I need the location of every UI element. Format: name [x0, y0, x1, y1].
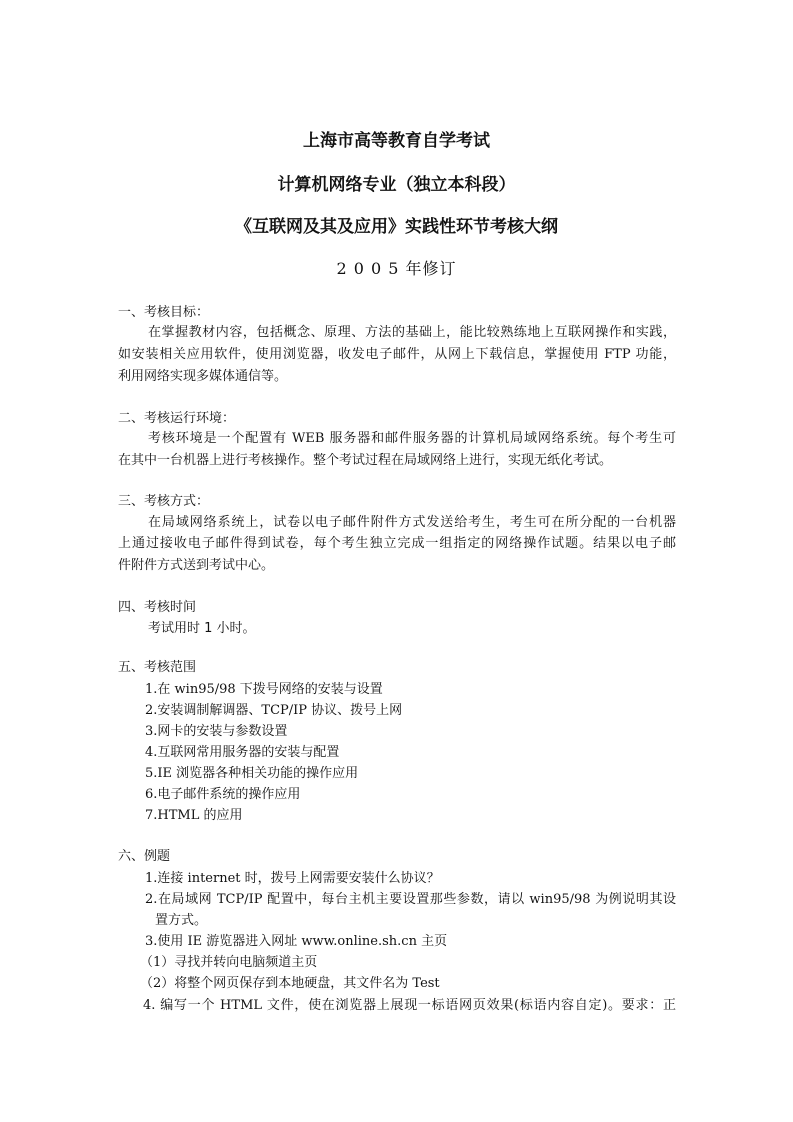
sub-item: （2）将整个网页保存到本地硬盘，其文件名为 Test — [140, 976, 440, 991]
section-heading: 五、考核范围 — [118, 660, 197, 675]
section-heading: 四、考核时间 — [118, 600, 197, 615]
paragraph-line: 在局域网络系统上，试卷以电子邮件附件方式发送给考生，考生可在所分配的一台机器 — [148, 515, 676, 530]
list-item: 1.连接 internet 时，拨号上网需要安装什么协议？ — [145, 871, 440, 886]
paragraph-line: 考试用时 1 小时。 — [148, 621, 256, 636]
text: ，每个考生独立完成一组指定的网络操作试题。 — [299, 536, 594, 551]
section-heading: 二、考核运行环境： — [118, 411, 236, 426]
list-item: 4. 编写一个 HTML 文件，使在浏览器上展现一标语网页效果(标语内容自定)。要求：正 — [143, 998, 676, 1013]
doc-course-title: 《互联网及其及应用》实践性环节考核大纲 — [235, 217, 558, 237]
paragraph-line: 考核环境是一个配置有 WEB 服务器和邮件服务器的计算机局域网络系统。每个考生可 — [148, 431, 676, 446]
list-item: 5.IE 浏览器各种相关功能的操作应用 — [145, 766, 359, 781]
emphasis: 上通过接收电子邮件得到试卷 — [118, 536, 300, 551]
section-heading: 一、考核目标： — [118, 305, 210, 320]
list-item: 2.在局域网 TCP/IP 配置中，每台主机主要设置那些参数，请以 win95/98 为例说明其设 — [145, 892, 676, 907]
list-item: 4.互联网常用服务器的安装与配置 — [145, 745, 340, 760]
revision-year: 2 0 0 5 年修订 — [336, 259, 457, 278]
list-item: 6.电子邮件系统的操作应用 — [145, 787, 301, 802]
paragraph-line: 利用网络实现多媒体通信等。 — [118, 369, 288, 384]
emphasis: 结果以电子邮 — [593, 536, 676, 551]
sub-item: （1）寻找并转向电脑频道主页 — [140, 955, 318, 970]
list-item: 3.使用 IE 游览器进入网址 www.online.sh.cn 主页 — [145, 934, 448, 949]
section-heading: 三、考核方式： — [118, 494, 210, 509]
paragraph-line: 在掌握教材内容，包括概念、原理、方法的基础上，能比较熟练地上互联网操作和实践， — [148, 325, 676, 340]
list-item: 1.在 win95/98 下拨号网络的安装与设置 — [145, 682, 383, 697]
section-heading: 六、例题 — [118, 849, 171, 864]
paragraph-line — [118, 536, 676, 552]
paragraph-line: 件附件方式送到考试中心。 — [118, 558, 275, 573]
doc-subtitle: 计算机网络专业（独立本科段） — [277, 175, 516, 195]
list-item: 2.安装调制解调器、TCP/IP 协议、拨号上网 — [145, 703, 403, 718]
list-item-continuation: 置方式。 — [155, 913, 208, 928]
list-item: 7.HTML 的应用 — [145, 808, 243, 823]
paragraph-line: 在其中一台机器上进行考核操作。整个考试过程在局域网络上进行，实现无纸化考试。 — [118, 453, 613, 468]
list-item: 3.网卡的安装与参数设置 — [145, 724, 288, 739]
doc-title: 上海市高等教育自学考试 — [303, 131, 490, 151]
paragraph-line: 如安装相关应用软件，使用浏览器，收发电子邮件，从网上下载信息，掌握使用 FTP 功能， — [118, 347, 676, 362]
